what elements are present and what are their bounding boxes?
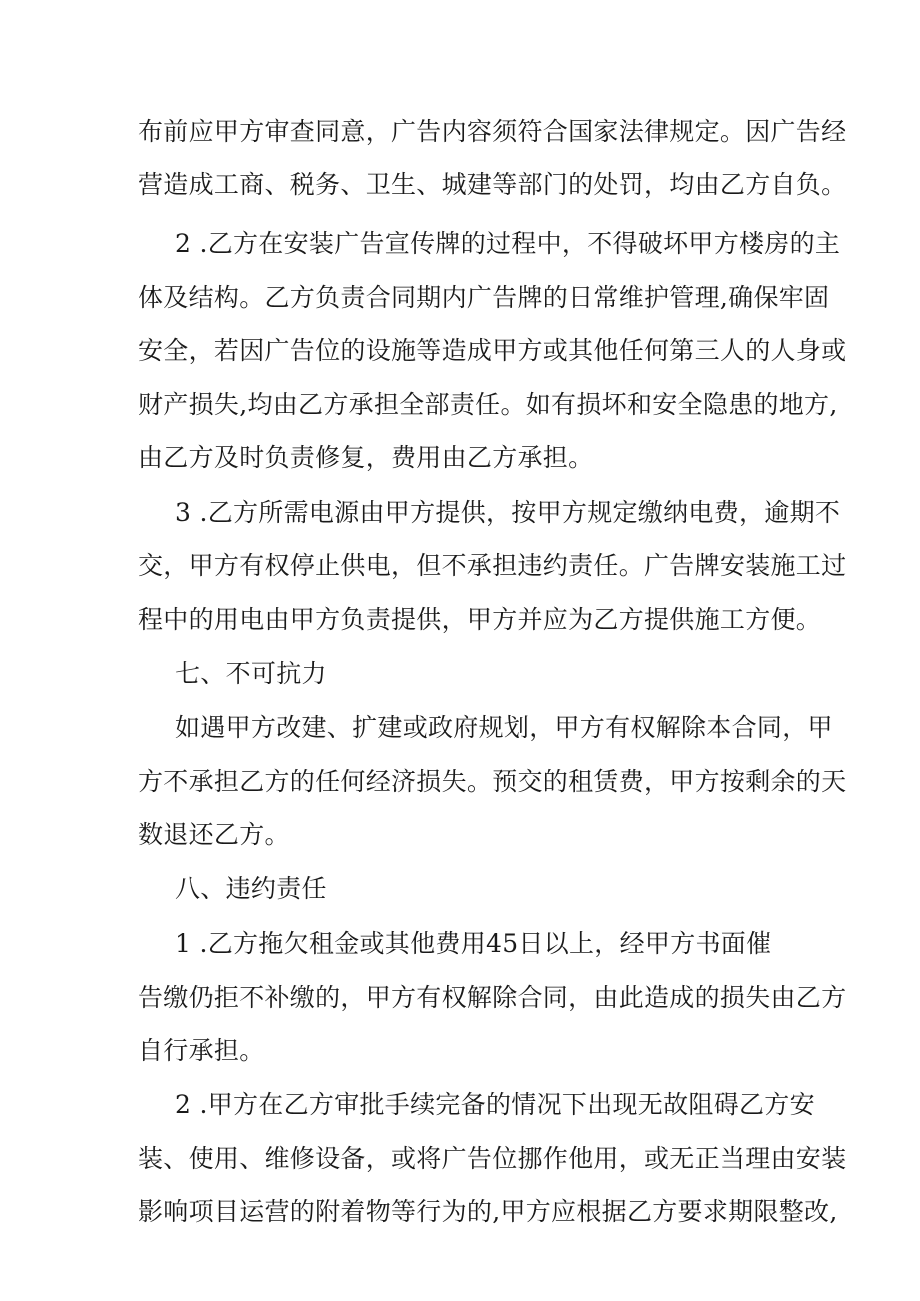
paragraph-line: 数退还乙方。 xyxy=(138,820,290,849)
paragraph-line: 营造成工商、税务、卫生、城建等部门的处罚，均由乙方自负。 xyxy=(138,170,847,199)
section-heading-force-majeure: 七、不可抗力 xyxy=(175,659,327,688)
clause-1-line: 1 .乙方拖欠租金或其他费用45日以上，经甲方书面催 xyxy=(175,929,772,958)
paragraph-line: 程中的用电由甲方负责提供，甲方并应为乙方提供施工方便。 xyxy=(138,605,822,634)
clause-2-line: 2 .甲方在乙方审批手续完备的情况下出现无故阻碍乙方安 xyxy=(175,1090,815,1119)
paragraph-line: 自行承担。 xyxy=(138,1036,265,1065)
section-heading-breach: 八、违约责任 xyxy=(175,874,327,903)
paragraph-line: 装、使用、维修设备，或将广告位挪作他用，或无正当理由安装 xyxy=(138,1144,847,1173)
paragraph-line: 交，甲方有权停止供电，但不承担违约责任。广告牌安装施工过 xyxy=(138,551,847,580)
paragraph-line: 告缴仍拒不补缴的，甲方有权解除合同，由此造成的损失由乙方 xyxy=(138,983,847,1012)
paragraph-line: 如遇甲方改建、扩建或政府规划，甲方有权解除本合同，甲 xyxy=(175,713,833,742)
clause-3-line: 3 .乙方所需电源由甲方提供，按甲方规定缴纳电费，逾期不 xyxy=(175,498,841,527)
paragraph-line: 体及结构。乙方负责合同期内广告牌的日常维护管理,确保牢固 xyxy=(138,283,830,312)
paragraph-line: 安全，若因广告位的设施等造成甲方或其他任何第三人的人身或 xyxy=(138,336,847,365)
paragraph-line: 布前应甲方审查同意，广告内容须符合国家法律规定。因广告经 xyxy=(138,117,847,146)
clause-2-line: 2 .乙方在安装广告宣传牌的过程中，不得破坏甲方楼房的主 xyxy=(175,229,841,258)
paragraph-line: 影响项目运营的附着物等行为的,甲方应根据乙方要求期限整改, xyxy=(138,1197,838,1226)
paragraph-line: 方不承担乙方的任何经济损失。预交的租赁费，甲方按剩余的天 xyxy=(138,767,847,796)
paragraph-line: 由乙方及时负责修复，费用由乙方承担。 xyxy=(138,443,594,472)
paragraph-line: 财产损失,均由乙方承担全部责任。如有损坏和安全隐患的地方, xyxy=(138,390,838,419)
